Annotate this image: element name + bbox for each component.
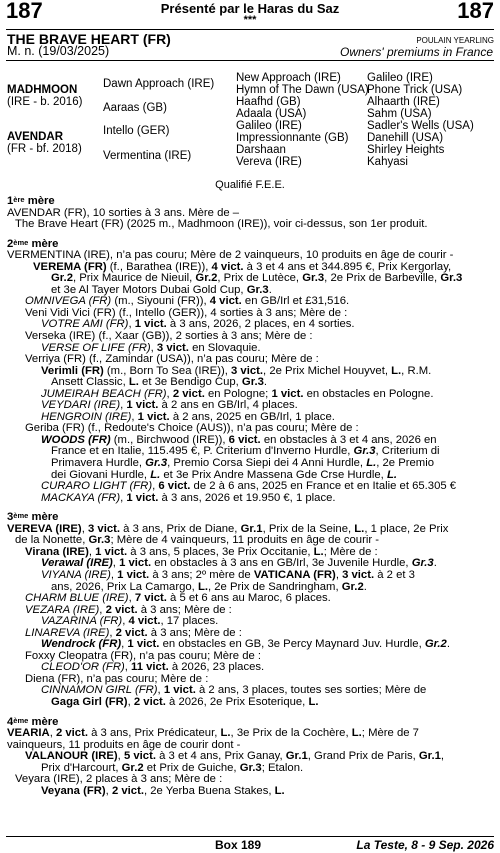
- owners-premiums: Owners' premiums in France: [340, 45, 493, 59]
- pedigree-gen3: Darshaan: [236, 144, 286, 156]
- pedigree-gen4: Danehill (USA): [367, 132, 444, 144]
- top-rule: [6, 29, 494, 30]
- pedigree-gen2: Vermentina (IRE): [103, 150, 192, 162]
- section-heading-3: 3ème mère: [7, 511, 59, 524]
- lot-number-left: 187: [6, 0, 43, 23]
- pedigree-gen3: New Approach (IRE): [236, 72, 341, 84]
- pedigree-gen2: Intello (GER): [103, 125, 170, 137]
- pedigree-gen3: Galileo (IRE): [236, 120, 302, 132]
- section-heading-1: 1ère mère: [7, 195, 55, 207]
- box-number: Box 189: [215, 838, 262, 852]
- qualification: Qualifié F.E.E.: [215, 179, 285, 191]
- pedigree-gen2: Aaraas (GB): [103, 102, 167, 114]
- sire-name: MADHMOON: [7, 84, 78, 96]
- sire-info: (IRE - b. 2016): [7, 96, 83, 108]
- section-heading-2: 2ème mère: [7, 237, 59, 250]
- pedigree-gen3: Vereva (IRE): [236, 156, 302, 168]
- dam-name: AVENDAR: [7, 131, 64, 143]
- pedigree-gen4: Shirley Heights: [367, 144, 445, 156]
- category: POULAIN YEARLING: [416, 36, 494, 45]
- pedigree-gen4: Alhaarth (IRE): [367, 96, 440, 108]
- pedigree-gen4: Phone Trick (USA): [367, 84, 463, 96]
- section-heading-4: 4ème mère: [7, 715, 59, 728]
- dam-info: (FR - bf. 2018): [7, 143, 82, 155]
- pedigree-gen3: Haafhd (GB): [236, 96, 301, 108]
- lot-number-right: 187: [457, 0, 494, 23]
- pedigree-gen4: Sadler's Wells (USA): [367, 120, 474, 132]
- pedigree-gen3: Impressionnante (GB): [236, 132, 349, 144]
- pedigree-gen4: Sahm (USA): [367, 108, 432, 120]
- stars: ***: [243, 14, 257, 26]
- pedigree-gen3: Hymn of The Dawn (USA): [236, 84, 369, 96]
- pedigree-gen3: Adaala (USA): [236, 108, 307, 120]
- presented-by: Présenté par le Haras du Saz: [160, 1, 340, 16]
- pedigree-gen4: Galileo (IRE): [367, 72, 433, 84]
- pedigree-rule: [6, 60, 494, 61]
- horse-name: THE BRAVE HEART (FR): [7, 31, 171, 47]
- sex-dob: M. n. (19/03/2025): [7, 44, 110, 58]
- pedigree-gen4: Kahyasi: [367, 156, 408, 168]
- pedigree-gen2: Dawn Approach (IRE): [103, 78, 215, 90]
- footer-rule: [6, 836, 494, 837]
- sale-info: La Teste, 8 - 9 Sep. 2026: [356, 838, 494, 852]
- dam-line-text: 1ère mère AVENDAR (FR), 10 sorties à 3 ans. Mère de – The Brave Heart (FR) (2025 m., Madhmoon (IRE)), voir ci-dessus, son 1er produit. 2ème mère VERMENTINA (IRE), n’a pas couru; Mère de 2 vainqueurs, 10 produits en âge de courir - VEREMA (FR) (f., Barathea (IRE)), 4 vict. à 3 et 4 ans et 344.895 €, Prix Kergorlay, Gr.2, Prix Maurice de Nieuil, Gr.2, Prix de Lutèce, Gr.3, 2e Prix de Barbeville, Gr.3 et 3e Al Tayer Motors Dubai Gold Cup, Gr.3. OMNIVEGA (FR) (m., Siyouni (FR)), 4 vict. en GB/Irl et £31,516. Veni Vidi Vici (FR) (f., Intello (GER)), 4 sorties à 3 ans; Mère de : VOTRE AMI (FR), 1 vict. à 3 ans, 2026, 2 places, en 4 sorties. Verseka (IRE) (f., Xaar (GB)), 2 sorties à 3 ans; Mère de : VERSE OF LIFE (FR), 3 vict. en Slovaquie. Verriya (FR) (f., Zamindar (USA)), n’a pas couru; Mère de : Verimli (FR) (m., Born To Sea (IRE)), 3 vict., 2e Prix Michel Houyvet, L., R.M. Ansett Classic, L. et 3e Bendigo Cup, Gr.3. JUMEIRAH BEACH (FR), 2 vict. en Pologne; 1 vict. en obstacles en Pologne. VEYDARI (IRE), 1 vict. à 2 ans en GB/Irl, 4 places. HENGROIN (IRE), 1 vict. à 2 ans, 2025 en GB/Irl, 1 place. Geriba (FR) (f., Redoute's Choice (AUS)), n’a pas couru; Mère de : WOODS (FR) (m., Birchwood (IRE)), 6 vict. en obstacles à 3 et 4 ans, 2026 en France et en Italie, 115.495 €, P. Criterium d'Inverno Hurdle, Gr.3, Criterium di Primavera Hurdle, Gr.3, Premio Corsa Siepi dei 4 Anni Hurdle, L., 2e Premio dei Giovani Hurdle, L. et 3e Prix Andre Massena Gde Crse Hurdle, L. CURARO LIGHT (FR), 6 vict. de 2 à 6 ans, 2025 en France et en Italie et 65.305 € MACKAYA (FR), 1 vict. à 3 ans, 2026 et 19.950 €, 1 place. 3ème mère VEREVA (IRE), 3 vict. à 3 ans, Prix de Diane, Gr.1, Prix de la Seine, L., 1 place, 2e Prix de la Nonette, Gr.3; Mère de 4 vainqueurs, 11 produits en âge de courir - Virana (IRE), 1 vict. à 3 ans, 5 places, 3e Prix Occitanie, L.; Mère de : Verawal (IRE), 1 vict. en obstacles à 3 ans en GB/Irl, 3e Juvenile Hurdle, Gr.3. VIYANA (IRE), 1 vict. à 3 ans; 2º mère de VATICANA (FR), 3 vict. à 2 et 3 ans, 2026, Prix La Camargo, L., 2e Prix de Sandringham, Gr.2. CHARM BLUE (IRE), 7 vict. à 5 et 6 ans au Maroc, 6 places. VEZARA (IRE), 2 vict. à 3 ans; Mère de : VAZARINA (FR), 4 vict., 17 places. LINAREVA (IRE), 2 vict. à 3 ans; Mère de : Wendrock (FR), 1 vict. en obstacles en GB, 3e Percy Maynard Juv. Hurdle, Gr.2. Foxxy Cleopatra (FR), n’a pas couru; Mère de : CLEOD'OR (FR), 11 vict. à 2026, 23 places. Diena (FR), n’a pas couru; Mère de : CINNAMON GIRL (FR), 1 vict. à 2 ans, 3 places, toutes ses sorties; Mère de Gaga Girl (FR), 2 vict. à 2026, 2e Prix Esoterique, L. 4ème mère VEARIA, 2 vict. à 3 ans, Prix Prédicateur, L., 3e Prix de la Cochère, L.; Mère de 7 vainqueurs, 11 produits en âge de courir dont - VALANOUR (IRE), 5 vict. à 3 et 4 ans, Prix Ganay, Gr.1, Grand Prix de Paris, Gr.1, Prix d'Harcourt, Gr.2 et Prix de Guiche, Gr.3; Etalon. Veyara (IRE), 2 places à 3 ans; Mère de : Veyana (FR), 2 vict., 2e Yerba Buena Stakes, L.: [7, 196, 495, 797]
